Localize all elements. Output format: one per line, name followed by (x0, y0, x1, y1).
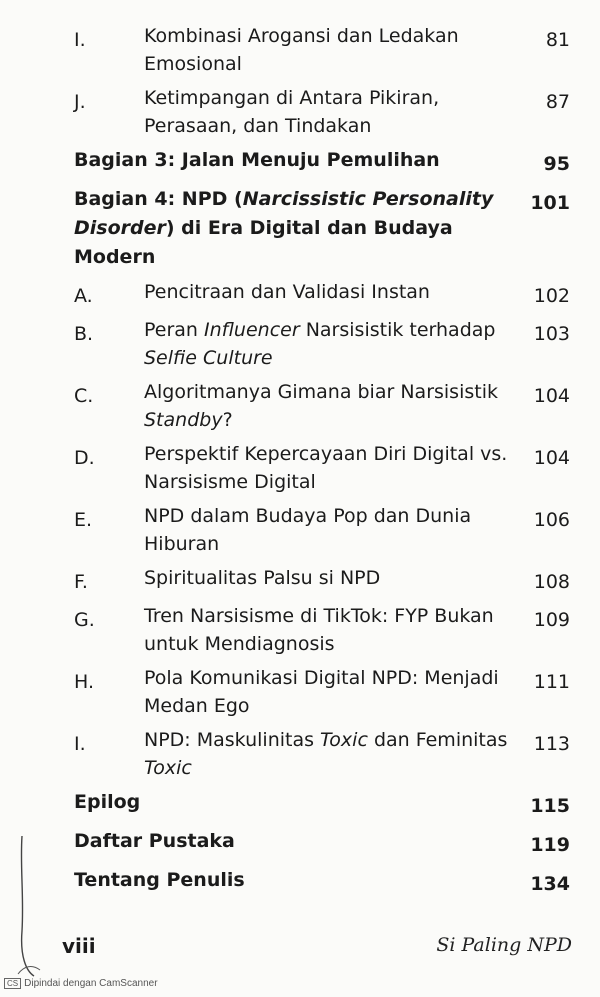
toc-title (144, 316, 510, 372)
toc-title (74, 146, 510, 175)
toc-title (74, 185, 510, 272)
toc-title (74, 827, 510, 856)
toc-page-number: 119 (530, 834, 570, 856)
toc-title-text: Emosional (144, 53, 242, 75)
toc-item-letter: I. (74, 29, 86, 51)
toc-title-text: Narsisistik terhadap (299, 319, 496, 341)
toc-section (74, 185, 570, 272)
toc-title (74, 788, 510, 817)
toc-page-number: 106 (533, 509, 570, 531)
toc-item (74, 440, 570, 496)
toc-title (144, 84, 510, 140)
toc-title-text: Tren Narsisisme di TikTok: FYP Bukan (144, 605, 494, 627)
toc-title-text: Bagian 3: Jalan Menuju Pemulihan (74, 149, 440, 171)
toc-title-text: ? (222, 409, 233, 431)
toc-item (74, 502, 570, 558)
scanner-watermark (4, 978, 158, 989)
toc-title-text: Spiritualitas Palsu si NPD (144, 567, 381, 589)
toc-item-letter: C. (74, 385, 94, 407)
toc-section (74, 866, 570, 899)
toc-title-text: Peran (144, 319, 205, 341)
toc-title-text: Pencitraan dan Validasi Instan (144, 281, 430, 303)
toc-title (144, 278, 510, 306)
toc-item (74, 84, 570, 140)
toc-title (144, 502, 510, 558)
toc-title (144, 602, 510, 658)
scanner-text: Dipindai dengan CamScanner (24, 978, 158, 989)
pencil-mark (14, 836, 44, 986)
toc-item-letter: G. (74, 609, 95, 631)
toc-title-text: NPD dalam Budaya Pop dan Dunia (144, 505, 472, 527)
page-number: viii (62, 934, 96, 958)
camscanner-icon: CS (4, 978, 21, 989)
toc-section (74, 788, 570, 821)
toc-item (74, 564, 570, 596)
toc-title-text: Tentang Penulis (74, 869, 245, 891)
toc-title (144, 726, 510, 782)
toc-item-letter: J. (74, 91, 86, 113)
toc-page-number: 111 (533, 671, 570, 693)
toc-title-text: Pola Komunikasi Digital NPD: Menjadi (144, 667, 499, 689)
toc-title (144, 378, 510, 434)
toc-title-text: Daftar Pustaka (74, 830, 235, 852)
toc-title-text: Epilog (74, 791, 141, 813)
toc-item-letter: I. (74, 733, 86, 755)
toc-page-number: 113 (533, 733, 570, 755)
toc-item (74, 278, 570, 310)
toc-title-text: Algoritmanya Gimana biar Narsisistik (144, 381, 498, 403)
toc-title-text: Disorder (74, 217, 166, 239)
toc-item (74, 602, 570, 658)
toc-title-text: Narsisisme Digital (144, 471, 316, 493)
toc-title-text: Toxic (144, 757, 192, 779)
toc-title (144, 564, 510, 592)
toc-title-text: Influencer (204, 319, 300, 341)
toc-title-text: Narcissistic Personality (242, 188, 494, 210)
toc-title-text: Bagian 4: NPD ( (74, 188, 243, 210)
toc-item-letter: E. (74, 509, 93, 531)
toc-title-text: Kombinasi Arogansi dan Ledakan (144, 25, 459, 47)
toc-title-text: ) di Era Digital dan Budaya Modern (74, 217, 453, 268)
toc-page-number: 103 (533, 323, 570, 345)
toc-item (74, 664, 570, 720)
toc-title (144, 440, 510, 496)
toc-page-number: 101 (530, 192, 570, 214)
toc-title-text: Toxic (320, 729, 368, 751)
toc-title-text: NPD: Maskulinitas (144, 729, 321, 751)
toc-item-letter: D. (74, 447, 95, 469)
toc-item-letter: H. (74, 671, 94, 693)
toc-title-text: Medan Ego (144, 695, 250, 717)
toc-item-letter: B. (74, 323, 94, 345)
table-of-contents (74, 22, 570, 899)
toc-item (74, 316, 570, 372)
toc-title (144, 664, 510, 720)
toc-title-text: Selfie Culture (144, 347, 273, 369)
toc-title-text: dan Feminitas (367, 729, 508, 751)
toc-page-number: 87 (545, 91, 570, 113)
toc-item (74, 22, 570, 78)
toc-page-number: 134 (530, 873, 570, 895)
toc-item (74, 378, 570, 434)
toc-page-number: 81 (545, 29, 570, 51)
toc-title-text: Perasaan, dan Tindakan (144, 115, 372, 137)
toc-page-number: 115 (530, 795, 570, 817)
toc-title-text: Standby (144, 409, 223, 431)
toc-title-text: Ketimpangan di Antara Pikiran, (144, 87, 440, 109)
toc-title (144, 22, 510, 78)
toc-title-text: Perspektif Kepercayaan Diri Digital vs. (144, 443, 508, 465)
toc-title-text: untuk Mendiagnosis (144, 633, 335, 655)
toc-section (74, 827, 570, 860)
toc-page-number: 108 (533, 571, 570, 593)
toc-page-number: 104 (533, 385, 570, 407)
toc-title-text: Hiburan (144, 533, 220, 555)
book-title: Si Paling NPD (436, 934, 572, 956)
toc-page-number: 95 (543, 153, 570, 175)
toc-title (74, 866, 510, 895)
toc-page-number: 102 (533, 285, 570, 307)
toc-section (74, 146, 570, 179)
toc-item (74, 726, 570, 782)
toc-item-letter: A. (74, 285, 93, 307)
toc-item-letter: F. (74, 571, 88, 593)
toc-page-number: 109 (533, 609, 570, 631)
toc-page-number: 104 (533, 447, 570, 469)
